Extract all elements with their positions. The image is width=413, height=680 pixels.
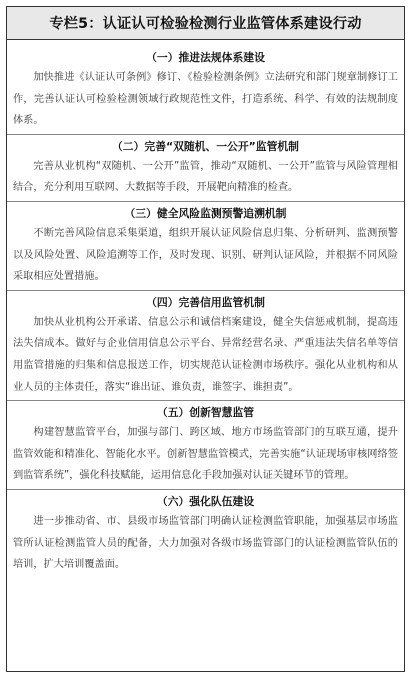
section-body: 进一步推动省、市、县级市场监管部门明确认证检测监管职能，加强基层市场监管所认证检测监管人员的配备，大力加强对各级市场监管部门的认证检测监管队伍的培训，扩大培训覆盖面。	[13, 515, 398, 571]
section-heading: （二）完善“双随机、一公开”监管机制	[112, 139, 299, 153]
section-3	[7, 201, 404, 290]
column-title: 专栏5：认证认可检验检测行业监管体系建设行动	[7, 7, 404, 40]
section-body: 完善从业机构“双随机、一公开”监管，推动“双随机、一公开”监管与风险管理相结合，充分利用互联网、大数据等手段，开展靶向精准的检查。	[13, 160, 398, 194]
section-heading: （四）完善信用监管机制	[146, 295, 265, 309]
section-body: 加快从业机构公开承诺、信息公示和诚信档案建设，健全失信惩戒机制，提高违法失信成本。做好与企业信用信息公示平台、异常经营名录、严重违法失信名单等信用监管措施的归集和信息报送工作，切实规范认证检测市场秩序。强化从业机构和从业人员的主体责任，落实“谁出证、谁负责，谁签字、谁担责”。	[13, 316, 398, 393]
section-body: 加快推进《认证认可条例》修订、《检验检测条例》立法研究和部门规章制修订工作，完善认证认可检验检测领域行政规范性文件，打造系统、科学、有效的法规制度体系。	[13, 72, 398, 127]
section-heading: （六）强化队伍建设	[156, 494, 255, 508]
section-5	[7, 400, 404, 489]
section-4	[7, 290, 404, 400]
section-6	[7, 489, 404, 578]
section-2	[7, 134, 404, 201]
section-1	[7, 46, 404, 134]
column-box	[6, 6, 405, 672]
section-heading: （五）创新智慧监管	[156, 406, 255, 420]
section-heading: （三）健全风险监测预警追溯机制	[124, 206, 287, 220]
section-body: 不断完善风险信息采集渠道，组织开展认证风险信息归集、分析研判、监测预警以及风险处置、风险追溯等工作，及时发现、识别、研判认证风险，并根据不同风险采取相应处置措施。	[13, 227, 398, 283]
column-content	[7, 40, 404, 578]
section-body: 构建智慧监管平台，加强与部门、跨区域、地方市场监管部门的互联互通，提升监管效能和精准化、智能化水平。创新智慧监管模式，完善实施“认证现场审核网络签到监管系统”，强化科技赋能，运用信息化手段加强对认证关键环节的管理。	[13, 427, 398, 482]
section-heading: （一）推进法规体系建设	[146, 51, 265, 64]
